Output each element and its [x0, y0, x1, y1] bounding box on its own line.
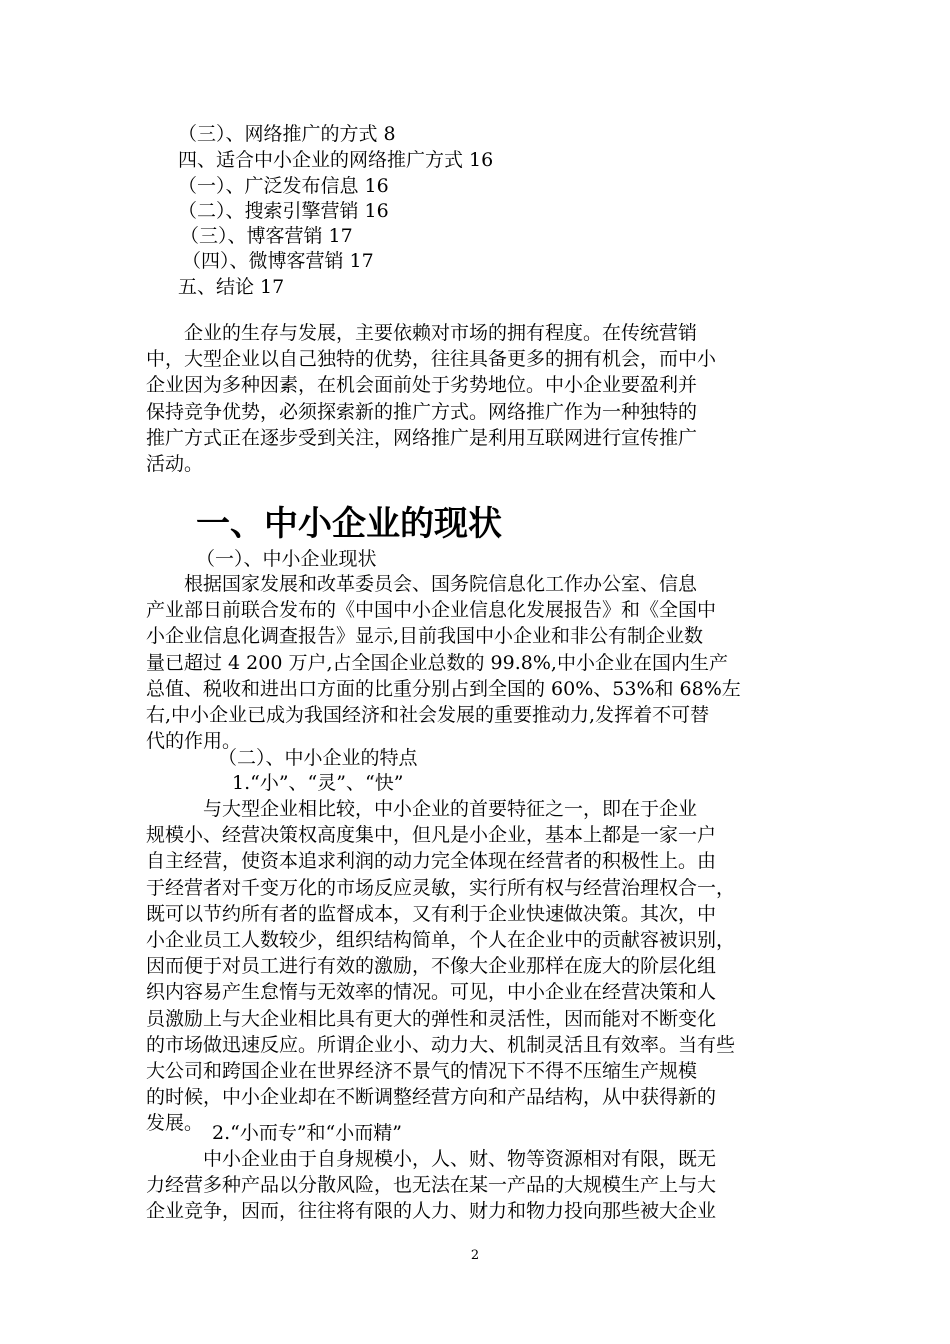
text-line: 企业的生存与发展，主要依赖对市场的拥有程度。在传统营销 — [146, 322, 698, 344]
text-line: 中小企业由于自身规模小，人、财、物等资源相对有限，既无 — [146, 1148, 717, 1170]
text-line: 织内容易产生怠惰与无效率的情况。可见，中小企业在经营决策和人 — [146, 981, 717, 1004]
text-line: 企业竞争，因而，往往将有限的人力、财力和物力投向那些被大企业 — [146, 1200, 717, 1223]
text-line: 既可以节约所有者的监督成本，又有利于企业快速做决策。其次，中 — [146, 902, 717, 925]
subsection-title: （一）、中小企业现状 — [196, 548, 377, 570]
text-line: 力经营多种产品以分散风险，也无法在某一产品的大规模生产上与大 — [146, 1174, 717, 1197]
text-line: 因而便于对员工进行有效的激励，不像大企业那样在庞大的阶层化组 — [146, 955, 717, 978]
item-title: 2.“小而专”和“小而精” — [212, 1122, 402, 1144]
toc-entry: 四、适合中小企业的网络推广方式 16 — [178, 149, 494, 171]
text-line: 保持竞争优势，必须探索新的推广方式。网络推广作为一种独特的 — [146, 400, 698, 423]
toc-entry: （四）、微博客营销 17 — [182, 250, 374, 272]
toc-entry: （三）、博客营销 17 — [180, 225, 353, 247]
text-line: 与大型企业相比较，中小企业的首要特征之一，即在于企业 — [146, 798, 698, 820]
toc-entry: （三）、网络推广的方式 8 — [178, 123, 396, 145]
text-line: 企业因为多种因素，在机会面前处于劣势地位。中小企业要盈利并 — [146, 374, 698, 397]
text-line: 右,中小企业已成为我国经济和社会发展的重要推动力,发挥着不可替 — [146, 704, 710, 727]
text-line: 推广方式正在逐步受到关注，网络推广是利用互联网进行宣传推广 — [146, 426, 698, 449]
toc-entry: 五、结论 17 — [178, 276, 285, 298]
body-paragraph — [146, 1146, 716, 1225]
text-line: 产业部日前联合发布的《中国中小企业信息化发展报告》和《全国中 — [146, 599, 717, 622]
text-line: 的时候，中小企业却在不断调整经营方向和产品结构，从中获得新的 — [146, 1086, 717, 1109]
text-line: 大公司和跨国企业在世界经济不景气的情况下不得不压缩生产规模 — [146, 1060, 698, 1083]
text-line: 规模小、经营决策权高度集中，但凡是小企业，基本上都是一家一户 — [146, 824, 717, 847]
text-line: 的市场做迅速反应。所谓企业小、动力大、机制灵活且有效率。当有些 — [146, 1033, 736, 1056]
body-paragraph — [146, 796, 735, 1137]
page-number: 2 — [470, 1248, 480, 1263]
section-heading: 一、中小企业的现状 — [196, 504, 502, 544]
text-line: 小企业员工人数较少，组织结构简单，个人在企业中的贡献容被识别， — [146, 929, 736, 952]
text-line: 于经营者对千变万化的市场反应灵敏，实行所有权与经营治理权合一， — [146, 876, 736, 899]
toc-entry: （一）、广泛发布信息 16 — [178, 175, 389, 197]
text-line: 活动。 — [146, 453, 204, 476]
intro-paragraph — [146, 320, 716, 477]
body-paragraph — [146, 571, 741, 754]
text-line: 自主经营，使资本追求利润的动力完全体现在经营者的积极性上。由 — [146, 850, 717, 873]
text-line: 小企业信息化调查报告》显示,目前我国中小企业和非公有制企业数 — [146, 625, 704, 648]
text-line: 代的作用。 — [146, 730, 242, 753]
text-line: 总值、税收和进出口方面的比重分别占到全国的 60%、53%和 68%左 — [146, 677, 741, 700]
text-line: 中，大型企业以自己独特的优势，往往具备更多的拥有机会，而中小 — [146, 348, 717, 371]
item-title: 1.“小”、“灵”、“快” — [232, 772, 404, 794]
text-line: 量已超过 4 200 万户,占全国企业总数的 99.8%,中小企业在国内生产 — [146, 651, 728, 674]
subsection-title: （二）、中小企业的特点 — [218, 747, 418, 769]
text-line: 员激励上与大企业相比具有更大的弹性和灵活性，因而能对不断变化 — [146, 1007, 717, 1030]
toc-entry: （二）、搜索引擎营销 16 — [178, 200, 389, 222]
text-line: 根据国家发展和改革委员会、国务院信息化工作办公室、信息 — [146, 573, 698, 595]
text-line: 发展。 — [146, 1112, 204, 1135]
